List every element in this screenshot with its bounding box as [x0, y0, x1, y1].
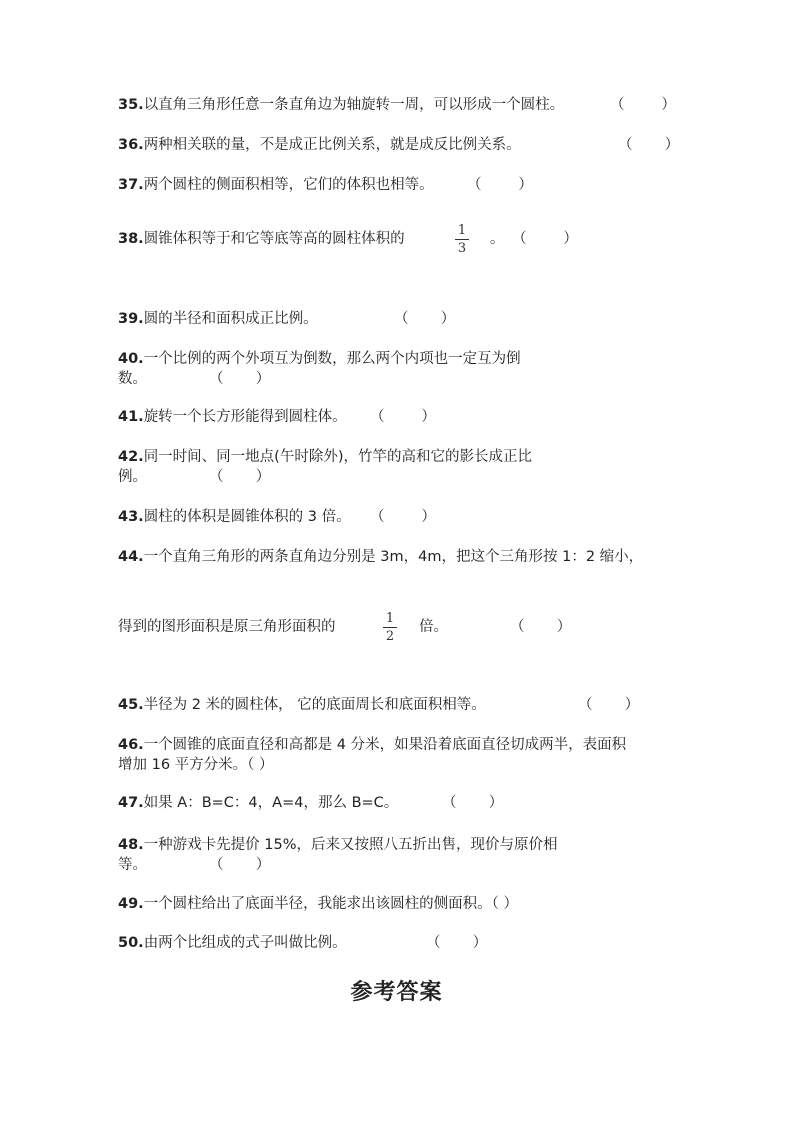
question-number: 36. [118, 137, 144, 153]
question-number: 35. [118, 97, 144, 113]
question-text: 同一时间、同一地点(午时除外)，竹竿的高和它的影长成正比 [143, 449, 532, 465]
question-37 [118, 175, 434, 195]
question-text: 一种游戏卡先提价 15%，后来又按照八五折出售，现价与原价相 [143, 837, 558, 853]
question-49 [118, 894, 518, 914]
question-45 [118, 695, 486, 715]
question-text: 一个圆柱给出了底面半径，我能求出该圆柱的侧面积。（ ） [143, 896, 519, 912]
question-number: 42. [118, 449, 144, 465]
question-number: 48. [118, 837, 144, 853]
question-text: 两个圆柱的侧面积相等，它们的体积也相等。 [143, 177, 434, 193]
answer-blank: （ ） [618, 137, 680, 153]
question-text: 圆锥体积等于和它等底等高的圆柱体积的 [143, 231, 405, 247]
fraction-numerator: 1 [457, 223, 467, 238]
question-number: 44. [118, 549, 144, 565]
question-text: 圆柱的体积是圆锥体积的 3 倍。 [143, 509, 351, 525]
answer-blank: （ ） [442, 795, 504, 811]
question-number: 49. [118, 896, 144, 912]
question-41 [118, 407, 347, 427]
question-44 [118, 547, 643, 567]
question-text: 半径为 2 米的圆柱体， 它的底面周长和底面积相等。 [143, 697, 486, 713]
question-number: 41. [118, 409, 144, 425]
question-48-continuation: 等。 [118, 857, 147, 873]
fraction-one-half [383, 611, 397, 644]
question-number: 38. [118, 231, 144, 247]
question-46 [118, 735, 626, 755]
question-number: 43. [118, 509, 144, 525]
answer-blank: （ ） [578, 697, 640, 713]
question-text: 旋转一个长方形能得到圆柱体。 [143, 409, 347, 425]
question-text: 一个直角三角形的两条直角边分别是 3m，4m，把这个三角形按 1：2 缩小， [143, 549, 644, 565]
question-35 [118, 95, 564, 115]
answer-blank: （ ） [510, 619, 572, 635]
answer-blank: （ ） [512, 231, 578, 247]
question-40 [118, 349, 521, 369]
fraction-numerator: 1 [385, 611, 395, 626]
question-36 [118, 135, 521, 155]
question-suffix: 。 [490, 231, 505, 247]
question-text: 两种相关联的量，不是成正比例关系，就是成反比例关系。 [143, 137, 521, 153]
question-48 [118, 835, 558, 855]
question-47 [118, 793, 398, 813]
question-number: 46. [118, 737, 144, 753]
fraction-denominator: 2 [385, 629, 395, 644]
question-42-continuation: 例。 [118, 469, 147, 485]
question-number: 47. [118, 795, 144, 811]
fraction-bar [383, 627, 397, 628]
answer-blank: （ ） [370, 409, 436, 425]
fraction-bar [455, 239, 469, 240]
answer-blank: （ ） [467, 177, 533, 193]
answers-heading: 参考答案 [350, 979, 443, 1005]
question-44-continuation: 得到的图形面积是原三角形面积的 [118, 619, 336, 635]
question-text: 圆的半径和面积成正比例。 [143, 311, 318, 327]
question-text: 一个比例的两个外项互为倒数，那么两个内项也一定互为倒 [143, 351, 521, 367]
answer-blank: （ ） [209, 857, 271, 873]
question-42 [118, 447, 532, 467]
question-number: 40. [118, 351, 144, 367]
answer-blank: （ ） [209, 371, 271, 387]
question-38 [118, 229, 405, 249]
answer-blank: （ ） [610, 97, 676, 113]
answer-blank: （ ） [394, 311, 456, 327]
question-43 [118, 507, 351, 527]
question-text: 如果 A：B=C：4，A=4，那么 B=C。 [143, 795, 399, 811]
question-39 [118, 309, 318, 329]
fraction-one-third [455, 223, 469, 256]
answer-blank: （ ） [426, 935, 488, 951]
question-40-continuation: 数。 [118, 371, 147, 387]
question-number: 50. [118, 935, 144, 951]
question-50 [118, 933, 347, 953]
question-text: 由两个比组成的式子叫做比例。 [143, 935, 347, 951]
answer-blank: （ ） [209, 469, 271, 485]
question-suffix: 倍。 [419, 619, 448, 635]
question-number: 45. [118, 697, 144, 713]
answer-blank: （ ） [370, 509, 436, 525]
question-text: 以直角三角形任意一条直角边为轴旋转一周，可以形成一个圆柱。 [143, 97, 565, 113]
question-number: 39. [118, 311, 144, 327]
fraction-denominator: 3 [457, 241, 467, 256]
question-46-continuation: 增加 16 平方分米。（ ） [118, 757, 274, 773]
question-text: 一个圆锥的底面直径和高都是 4 分米，如果沿着底面直径切成两半，表面积 [143, 737, 627, 753]
question-number: 37. [118, 177, 144, 193]
